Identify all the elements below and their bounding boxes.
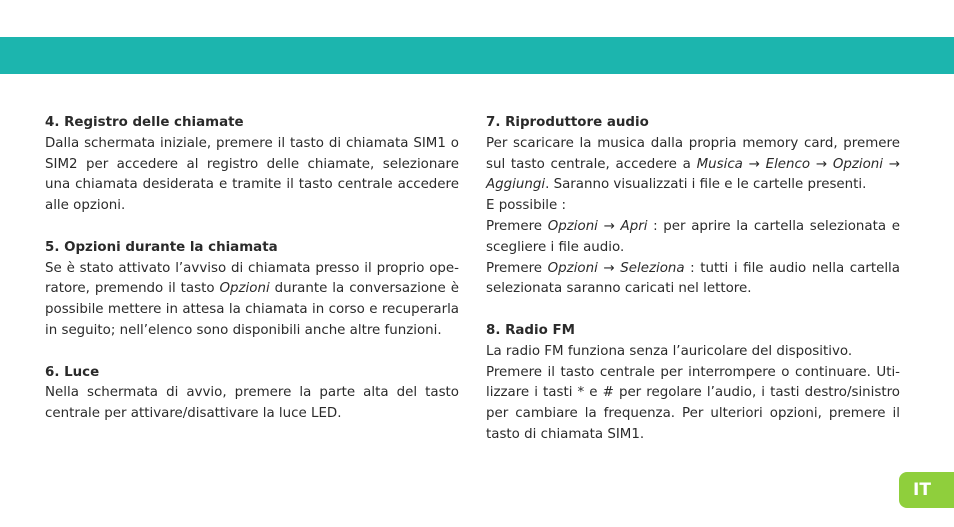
section-body: La radio FM funziona senza l’auricolare del dispositivo. [486,343,853,359]
section-body: Dalla schermata iniziale, premere il tasto di chiamata SIM1 o SIM2 per accedere al registro delle chiamate, selezionare una chiamata desiderata e tramite il tasto centrale accedere alle opzioni. [45,135,459,214]
text-run: Se è stato attivato l’avviso di chiamata presso il proprio ope-ratore, premendo il tasto [45,260,459,297]
menu-term: Opzioni [547,218,598,234]
text-run: Premere [486,260,548,276]
section-body [486,259,900,301]
section-body [486,134,900,196]
menu-term: Musica [696,156,743,172]
section-fm-radio [486,321,900,446]
menu-term: Seleziona [620,260,685,276]
section-title: 7. Riproduttore audio [486,115,649,130]
text-run: . Saranno visualizzati i file e le cartelle presenti. [545,177,867,193]
section-call-log [45,113,459,217]
menu-term: Aggiungi [486,177,546,193]
section-body [486,217,900,259]
header-band [0,37,954,74]
text-run: Per scaricare la musica dalla propria memory card, premere sul tasto centrale, accedere a [486,135,900,172]
text-run: : per aprire la cartella selezionata e scegliere i file audio. [486,218,900,255]
menu-term: Elenco [765,156,811,172]
arrow-icon: → [603,218,615,234]
left-column [45,113,459,446]
arrow-icon: → [603,260,615,276]
section-body: E possibile : [486,198,567,214]
text-run: : tutti i file audio nella cartella selezionata saranno caricati nel lettore. [486,260,900,297]
right-column [486,113,900,467]
arrow-icon: → [815,156,828,172]
section-light [45,363,459,425]
menu-term: Opzioni [219,281,270,297]
section-title: 5. Opzioni durante la chiamata [45,239,278,255]
menu-term: Opzioni [547,260,598,276]
section-title: 4. Registro delle chiamate [45,115,244,130]
section-title: 8. Radio FM [486,322,575,338]
arrow-icon: → [888,156,901,172]
menu-term: Opzioni [832,156,884,172]
section-in-call-options [45,238,459,342]
section-body: Nella schermata di avvio, premere la parte alta del tasto centrale per attivare/disattivare la luce LED. [45,385,459,422]
language-tab [899,472,954,508]
arrow-icon: → [748,156,760,172]
menu-term: Apri [620,218,648,234]
section-body [45,259,459,342]
section-audio-player [486,113,900,300]
section-body: Premere il tasto centrale per interrompere o continuare. Uti-lizzare i tasti * e # per regolare l’audio, i tasti destro/sinistro per cambiare la frequenza. Per ulteriori opzioni, premere il tasto di chiamata SIM1. [486,364,900,442]
language-label: IT [913,480,931,500]
text-run: durante la conversazione è possibile mettere in attesa la chiamata in corso e recuperarla in seguito; nell’elenco sono disponibili anche altre funzioni. [45,281,459,338]
text-run: Premere [486,218,548,234]
section-title: 6. Luce [45,364,100,380]
